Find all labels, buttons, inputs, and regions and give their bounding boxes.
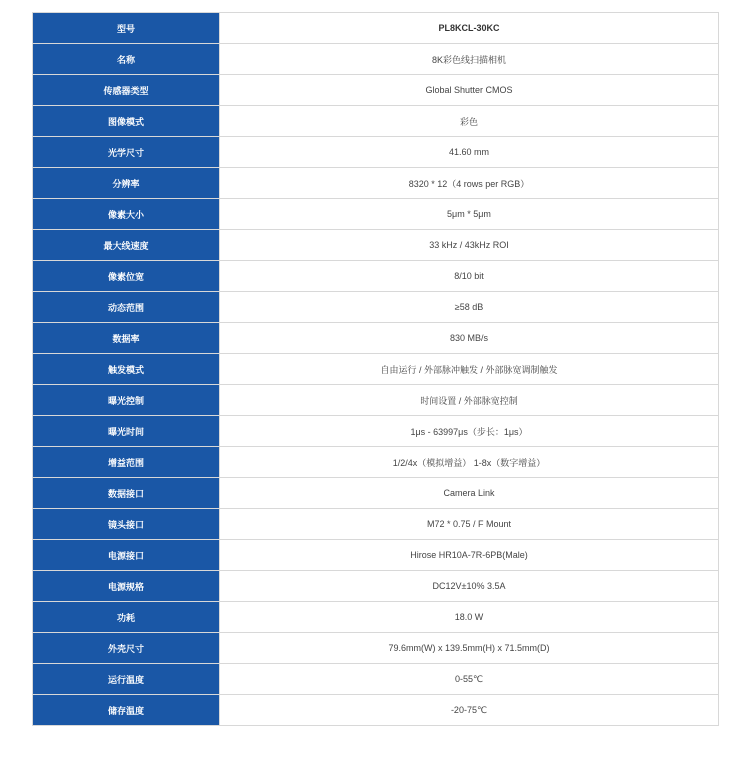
spec-value: M72 * 0.75 / F Mount: [220, 509, 719, 540]
spec-row-image-mode: [33, 106, 719, 137]
spec-row-bit-depth: [33, 261, 719, 292]
spec-value: Camera Link: [220, 478, 719, 509]
spec-row-data-interface: [33, 478, 719, 509]
spec-row-exposure-time: [33, 416, 719, 447]
spec-label: 最大线速度: [33, 230, 220, 261]
spec-row-optical-size: [33, 137, 719, 168]
spec-row-sensor-type: [33, 75, 719, 106]
spec-label: 增益范围: [33, 447, 220, 478]
spec-label: 数据接口: [33, 478, 220, 509]
spec-value: Global Shutter CMOS: [220, 75, 719, 106]
spec-label: 镜头接口: [33, 509, 220, 540]
spec-label: 电源规格: [33, 571, 220, 602]
spec-row-dynamic-range: [33, 292, 719, 323]
spec-value: 时间设置 / 外部脉宽控制: [220, 385, 719, 416]
spec-row-operating-temp: [33, 664, 719, 695]
spec-row-power-consumption: [33, 602, 719, 633]
spec-table: [32, 12, 719, 726]
spec-label: 储存温度: [33, 695, 220, 726]
spec-label: 外壳尺寸: [33, 633, 220, 664]
spec-label: 型号: [33, 13, 220, 44]
spec-label: 曝光控制: [33, 385, 220, 416]
spec-row-data-rate: [33, 323, 719, 354]
spec-label: 光学尺寸: [33, 137, 220, 168]
spec-value: ≥58 dB: [220, 292, 719, 323]
spec-value: 彩色: [220, 106, 719, 137]
spec-label: 曝光时间: [33, 416, 220, 447]
spec-label: 运行温度: [33, 664, 220, 695]
spec-value: 0-55℃: [220, 664, 719, 695]
spec-value: PL8KCL-30KC: [220, 13, 719, 44]
spec-row-storage-temp: [33, 695, 719, 726]
spec-value: 8K彩色线扫描相机: [220, 44, 719, 75]
spec-row-gain-range: [33, 447, 719, 478]
spec-label: 分辨率: [33, 168, 220, 199]
spec-row-exposure-control: [33, 385, 719, 416]
spec-row-max-line-rate: [33, 230, 719, 261]
spec-row-model: [33, 13, 719, 44]
spec-label: 数据率: [33, 323, 220, 354]
spec-label: 触发模式: [33, 354, 220, 385]
spec-value: 33 kHz / 43kHz ROI: [220, 230, 719, 261]
spec-row-pixel-size: [33, 199, 719, 230]
spec-value: 41.60 mm: [220, 137, 719, 168]
spec-row-resolution: [33, 168, 719, 199]
spec-value: 1μs - 63997μs（步长：1μs）: [220, 416, 719, 447]
spec-table-body: [33, 13, 719, 726]
spec-value: 1/2/4x（模拟增益） 1-8x（数字增益）: [220, 447, 719, 478]
spec-label: 像素位宽: [33, 261, 220, 292]
spec-value: 18.0 W: [220, 602, 719, 633]
spec-label: 像素大小: [33, 199, 220, 230]
spec-value: DC12V±10% 3.5A: [220, 571, 719, 602]
spec-label: 图像模式: [33, 106, 220, 137]
spec-value: 79.6mm(W) x 139.5mm(H) x 71.5mm(D): [220, 633, 719, 664]
spec-row-trigger-mode: [33, 354, 719, 385]
spec-value: Hirose HR10A-7R-6PB(Male): [220, 540, 719, 571]
spec-label: 电源接口: [33, 540, 220, 571]
spec-value: -20-75℃: [220, 695, 719, 726]
spec-row-power-connector: [33, 540, 719, 571]
spec-row-lens-mount: [33, 509, 719, 540]
spec-row-housing-size: [33, 633, 719, 664]
spec-row-power-spec: [33, 571, 719, 602]
spec-value: 5μm * 5μm: [220, 199, 719, 230]
spec-label: 动态范围: [33, 292, 220, 323]
spec-value: 830 MB/s: [220, 323, 719, 354]
spec-value: 8/10 bit: [220, 261, 719, 292]
spec-value: 8320 * 12（4 rows per RGB）: [220, 168, 719, 199]
spec-row-name: [33, 44, 719, 75]
spec-value: 自由运行 / 外部脉冲触发 / 外部脉宽调制触发: [220, 354, 719, 385]
spec-label: 传感器类型: [33, 75, 220, 106]
spec-label: 名称: [33, 44, 220, 75]
spec-label: 功耗: [33, 602, 220, 633]
